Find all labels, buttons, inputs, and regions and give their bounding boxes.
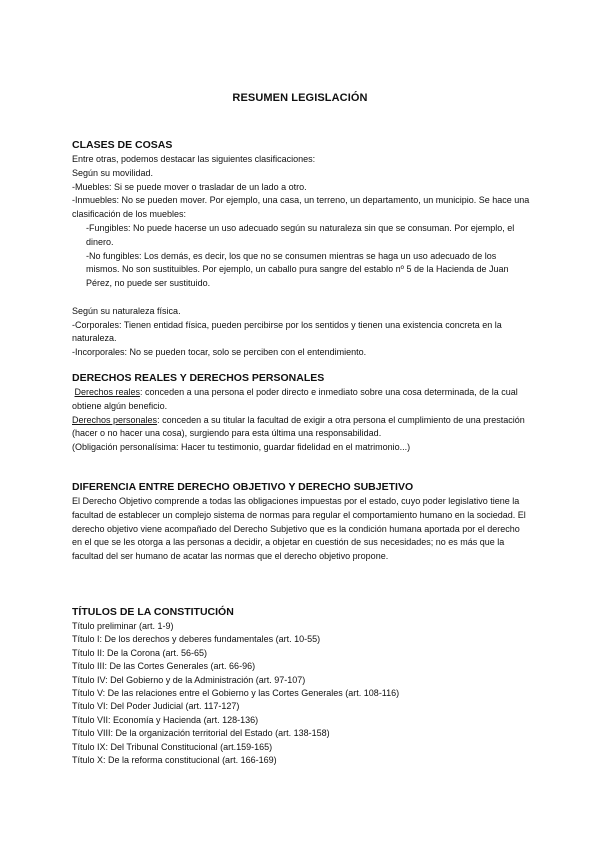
document-title: RESUMEN LEGISLACIÓN [232,92,368,104]
list-item: Título IX: Del Tribunal Constitucional (art.159-165) [72,741,273,752]
paragraph-derechos-personales [72,414,532,442]
definition-derechos-personales: : conceden a su titular la facultad de exigir a otra persona el cumplimiento de una prestación (hacer o no hacer una cosa), surgiendo para esta última una responsabilidad. [72,414,525,439]
list-item: Título preliminar (art. 1-9) [72,621,174,631]
paragraph-incorporales: -Incorporales: No se pueden tocar, solo se perciben con el entendimiento. [72,347,367,358]
definition-derechos-reales: : conceden a una persona el poder directo e inmediato sobre una cosa determinada, de la cual obtiene algún beneficio. [72,387,518,411]
term-derechos-personales: Derechos personales [72,414,158,425]
section-titulos-constitucion [72,605,532,767]
paragraph-naturaleza-fisica: Según su naturaleza física. [72,305,181,316]
heading-derechos: DERECHOS REALES Y DERECHOS PERSONALES [72,372,325,384]
list-item: Título I: De los derechos y deberes fundamentales (art. 10-55) [72,634,321,645]
titulos-list [72,620,532,767]
section-diferencia [72,480,532,564]
list-item: Título VI: Del Poder Judicial (art. 117-127) [72,701,240,712]
list-item: Título V: De las relaciones entre el Gobierno y las Cortes Generales (art. 108-116) [72,688,400,699]
paragraph-no-fungibles: -No fungibles: Los demás, es decir, los que no se consumen mientras se haga un uso adecuado de los mismos. No son sustituibles. Por ejemplo, un caballo pura sangre del establo nº 5 de la Hacienda de Juan Pérez, no puede ser sustituido. [86,250,509,289]
list-item: Título X: De la reforma constitucional (art. 166-169) [72,755,277,766]
heading-diferencia: DIFERENCIA ENTRE DERECHO OBJETIVO Y DERECHO SUBJETIVO [72,481,414,493]
term-derechos-reales: Derechos reales [74,387,141,397]
list-item: Título IV: Del Gobierno y de la Administración (art. 97-107) [72,674,306,685]
list-item: Título VII: Economía y Hacienda (art. 128-136) [72,714,259,725]
list-item: Título III: De las Cortes Generales (art. 66-96) [72,661,256,672]
heading-titulos-constitucion: TÍTULOS DE LA CONSTITUCIÓN [72,606,234,618]
paragraph-diferencia: El Derecho Objetivo comprende a todas las obligaciones impuestas por el estado, cuyo poder legislativo tiene la facultad de establecer un complejo sistema de normas para regular el comportamiento humano en la sociedad. El derecho objetivo viene acompañado del Derecho Subjetivo que es la condición humana aportada por el derecho en el que se les otorga a las personas a decidir, a objetar en cuestión de sus necesidades; no es más que la facultad del ser humano de acatar las normas que el derecho objetivo propone. [72,496,526,562]
paragraph-intro: Entre otras, podemos destacar las siguientes clasificaciones: [72,154,316,164]
paragraph-fungibles: -Fungibles: No puede hacerse un uso adecuado según su naturaleza sin que se consuman. Por ejemplo, el dinero. [86,222,515,247]
paragraph-corporales: -Corporales: Tienen entidad física, pueden percibirse por los sentidos y tienen una existencia concreta en la naturaleza. [72,319,502,344]
list-item: Título II: De la Corona (art. 56-65) [72,647,208,658]
paragraph-inmuebles: -Inmuebles: No se pueden mover. Por ejemplo, una casa, un terreno, un departamento, un municipio. Se hace una clasificación de los muebles: [72,195,530,220]
section-clases-de-cosas [72,138,532,360]
paragraph-obligacion-personalisima: (Obligación personalísima: Hacer tu testimonio, guardar fidelidad en el matrimonio...) [72,442,411,453]
list-item: Título VIII: De la organización territorial del Estado (art. 138-158) [72,728,330,739]
paragraph-muebles: -Muebles: Si se puede mover o trasladar de un lado a otro. [72,181,307,192]
heading-clases-de-cosas: CLASES DE COSAS [72,139,173,151]
paragraph-derechos-reales [72,386,532,414]
section-derechos [72,371,532,455]
paragraph-movilidad: Según su movilidad. [72,167,154,178]
